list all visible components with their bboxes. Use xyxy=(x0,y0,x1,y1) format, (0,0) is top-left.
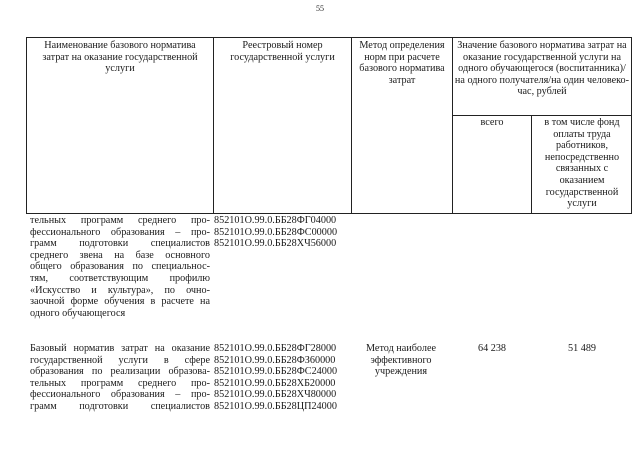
row1-desc-line: грамм подготовки специалистов xyxy=(30,238,210,250)
row2-code: 852101О.99.0.ББ28ЦП24000 xyxy=(214,400,337,412)
row2-desc-line: образования по реализации образова- xyxy=(30,366,210,378)
table-header xyxy=(26,37,632,214)
row2-desc-line: государственной услуги в сфере xyxy=(30,354,210,366)
header-bottom-border xyxy=(26,213,632,214)
row2-desc-line: грамм подготовки специалистов xyxy=(30,400,210,412)
header-value-cell: Значение базового норматива затрат на оказание государственной услуги на одного обучающегося (воспитанника)/на одного получателя/на один человеко-час, рублей xyxy=(454,40,630,98)
row2-description xyxy=(30,343,210,413)
row1-desc-line: общего образования по специальнос- xyxy=(30,261,210,273)
row1-description xyxy=(30,215,210,319)
row1-desc-line: тям, соответствующим профилю xyxy=(30,272,210,284)
header-left-border xyxy=(26,37,27,214)
row1-code: 852101О.99.0.ББ28ФГ04000 xyxy=(214,215,337,226)
row1-code: 852101О.99.0.ББ28ФС00000 xyxy=(214,226,338,238)
row2-desc-line: тельных программ среднего про- xyxy=(30,377,210,389)
header-subcol-divider xyxy=(531,115,532,214)
row1-desc-line: «Искусство и культура», по очно- xyxy=(30,284,210,296)
row2-code: 852101О.99.0.ББ28ФГ28000 xyxy=(214,343,337,354)
row1-desc-line: среднего звена на базе основного xyxy=(30,249,210,261)
row2-code: 852101О.99.0.ББ28ФЗ60000 xyxy=(214,354,336,366)
header-divider-2 xyxy=(351,37,352,214)
row1-desc-line: фессионального образования – про- xyxy=(30,226,210,238)
row2-desc-line: Базовый норматив затрат на оказание xyxy=(30,343,210,354)
row2-code: 852101О.99.0.ББ28ФС24000 xyxy=(214,366,338,378)
row1-registry-codes xyxy=(214,215,354,250)
row1-code: 852101О.99.0.ББ28ХЧ56000 xyxy=(214,238,337,250)
row2-desc-line: фессионального образования – про- xyxy=(30,389,210,401)
header-fot-cell: в том числе фонд оплаты труда работников, непосредственно связанных с оказанием государственной услуги xyxy=(544,117,620,210)
row2-registry-codes xyxy=(214,343,354,413)
header-method-cell: Метод определения норм при расчете базового норматива затрат xyxy=(359,40,445,86)
header-total-cell: всего xyxy=(480,117,504,128)
row1-desc-line: одного обучающегося xyxy=(30,307,126,319)
row1-desc-line: тельных программ среднего про- xyxy=(30,215,210,226)
header-divider-1 xyxy=(213,37,214,214)
header-registry-cell: Реестровый номер государственной услуги xyxy=(230,40,335,63)
header-name-cell: Наименование базового норматива затрат на оказание государственной услуги xyxy=(42,40,198,75)
row2-code: 852101О.99.0.ББ28ХЧ80000 xyxy=(214,389,337,401)
header-divider-3 xyxy=(452,37,453,214)
row2-method: Метод наиболее эффективного учреждения xyxy=(366,343,436,378)
header-subrow-border xyxy=(452,115,632,116)
row2-total: 64 238 xyxy=(477,343,506,354)
row2-code: 852101О.99.0.ББ28ХБ20000 xyxy=(214,377,336,389)
row2-fot: 51 489 xyxy=(567,343,596,354)
page-number: 55 xyxy=(316,4,324,13)
row1-desc-line: заочной форме обучения в расчете на xyxy=(30,296,210,308)
header-right-border xyxy=(631,37,632,214)
header-top-border xyxy=(26,37,632,38)
